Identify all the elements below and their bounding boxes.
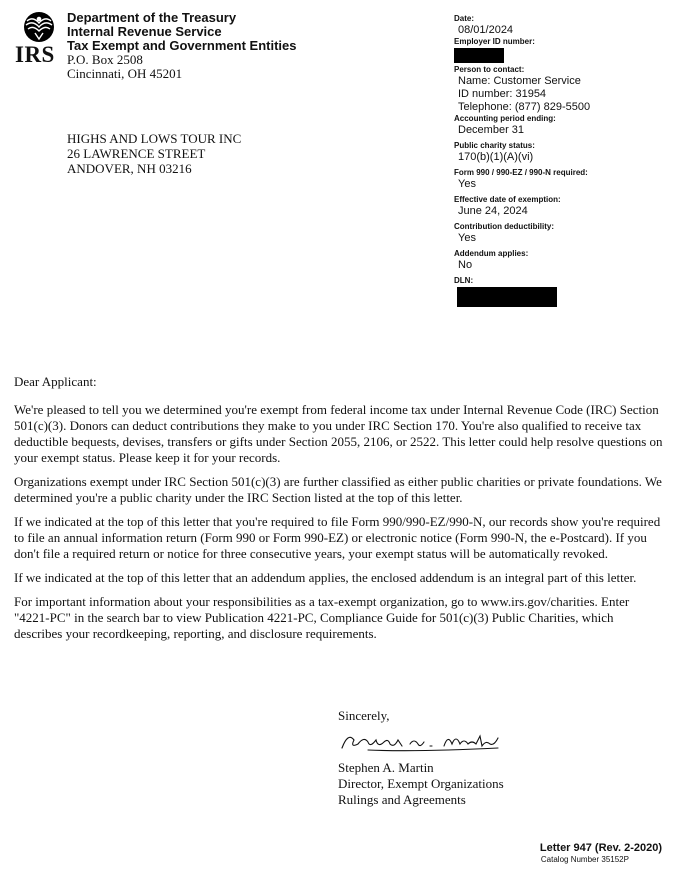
salutation: Dear Applicant: — [14, 374, 97, 389]
agency-line-division: Tax Exempt and Government Entities — [67, 38, 297, 53]
form-required-value: Yes — [458, 178, 476, 190]
paragraph-addendum: If we indicated at the top of this letter that an addendum applies, the enclosed addendum is an integral part of this letter. — [14, 570, 637, 585]
ein-label: Employer ID number: — [454, 37, 535, 46]
recipient-line-name: HIGHS AND LOWS TOUR INC — [67, 131, 242, 146]
deductibility-value: Yes — [458, 232, 476, 244]
contact-label: Person to contact: — [454, 65, 525, 74]
recipient-line-city: ANDOVER, NH 03216 — [67, 161, 192, 176]
letter-details — [454, 14, 674, 307]
charity-status-value: 170(b)(1)(A)(vi) — [458, 151, 534, 163]
letter-body — [14, 374, 664, 650]
dln-redaction — [457, 287, 557, 307]
recipient-line-street: 26 LAWRENCE STREET — [67, 146, 206, 161]
paragraph-classification: Organizations exempt under IRC Section 501(c)(3) are further classified as either public charities or private foundations. We determined you're a public charity under the IRC Section listed at the top of this letter. — [14, 474, 662, 505]
paragraph-resources: For important information about your responsibilities as a tax-exempt organization, go to www.irs.gov/charities. Enter "4221-PC" in the search bar to view Publication 4221-PC, Compliance Guide for 501(c)(3) Public Charities, which describes your recordkeeping, reporting, and disclosure requirements. — [14, 594, 630, 641]
signer-title: Director, Exempt Organizations — [338, 776, 504, 791]
ein-redaction — [454, 48, 504, 63]
addendum-label: Addendum applies: — [454, 249, 529, 258]
catalog-number: Catalog Number 35152P — [540, 855, 629, 864]
form-footer — [540, 842, 662, 865]
signature-block — [338, 708, 504, 808]
paragraph-exemption: We're pleased to tell you we determined you're exempt from federal income tax under Internal Revenue Code (IRC) Section 501(c)(3). Donors can deduct contributions they make to you under IRC Section 170. You're also qualified to receive tax deductible bequests, devises, transfers or gifts under Section 2055, 2106, or 2522. This letter could help resolve questions on your exempt status. Please keep it for your records. — [14, 402, 663, 465]
signer-department: Rulings and Agreements — [338, 792, 466, 807]
addendum-value: No — [458, 259, 473, 271]
agency-line-department: Department of the Treasury — [67, 10, 237, 25]
paragraph-filing: If we indicated at the top of this letter that you're required to file Form 990/990-EZ/990-N, our records show you're required to file an annual information return (Form 990 or Form 990-EZ) or electronic notice (Form 990-N, the e-Postcard). If you don't file a required return or notice for three consecutive years, your exempt status will be automatically revoked. — [14, 514, 661, 561]
contact-name: Name: Customer Service — [458, 75, 581, 87]
date-label: Date: — [454, 14, 475, 23]
closing: Sincerely, — [338, 708, 390, 723]
accounting-period-label: Accounting period ending: — [454, 114, 556, 123]
agency-address-line-1: P.O. Box 2508 — [67, 52, 143, 67]
date-value: 08/01/2024 — [458, 24, 514, 36]
agency-address-line-2: Cincinnati, OH 45201 — [67, 66, 183, 81]
letter-form-id: Letter 947 (Rev. 2-2020) — [539, 842, 662, 854]
handwritten-signature — [338, 726, 518, 756]
contact-id: ID number: 31954 — [458, 88, 547, 100]
dln-label: DLN: — [454, 276, 474, 285]
effective-date-label: Effective date of exemption: — [454, 195, 561, 204]
recipient-address — [67, 131, 241, 176]
agency-line-irs: Internal Revenue Service — [67, 24, 222, 39]
deductibility-label: Contribution deductibility: — [454, 222, 554, 231]
form-required-label: Form 990 / 990-EZ / 990-N required: — [454, 168, 588, 177]
signer-name: Stephen A. Martin — [338, 760, 434, 775]
accounting-period-value: December 31 — [458, 124, 525, 136]
agency-header — [67, 11, 296, 81]
contact-phone: Telephone: (877) 829-5500 — [458, 101, 591, 113]
effective-date-value: June 24, 2024 — [458, 205, 528, 217]
irs-logo-text: IRS — [15, 42, 55, 67]
charity-status-label: Public charity status: — [454, 141, 535, 150]
